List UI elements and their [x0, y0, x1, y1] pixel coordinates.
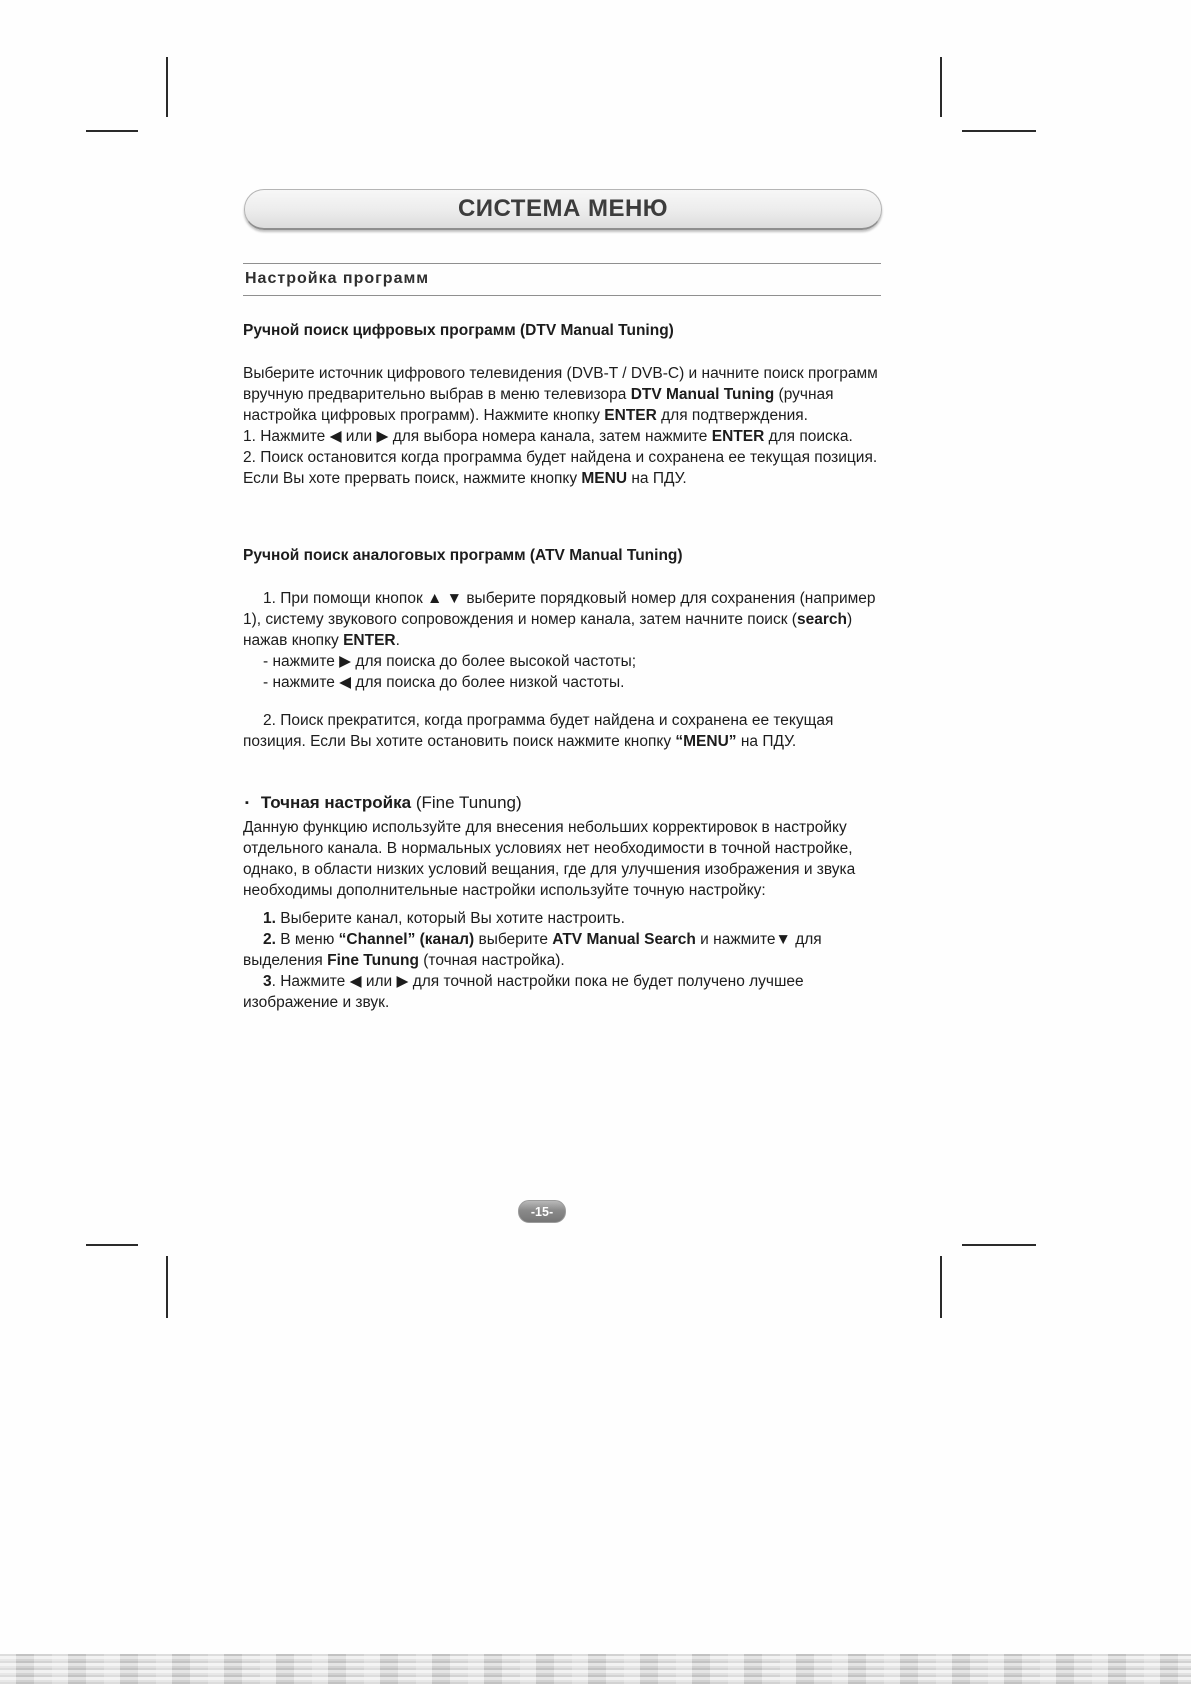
- section-rule-bottom: [243, 295, 881, 296]
- square-bullet-icon: ▪: [245, 797, 249, 809]
- atv-substep-2: - нажмите ◀ для поиска до более низкой частоты.: [263, 674, 625, 691]
- crop-mark-bottom-right-vertical: [940, 1256, 942, 1318]
- bottom-scan-strip: [0, 1654, 1191, 1684]
- fine-step-2: 2. В меню “Channel” (канал) выберите ATV Manual Search и нажмите▼ для выделения Fine Tunung (точная настройка).: [243, 931, 822, 969]
- fine-tuning-paragraph: Данную функцию используйте для внесения небольших корректировок в настройку отдельного канала. В нормальных условиях нет необходимости в точной настройке, однако, в области низких условий вещания, где для улучшения изображения и звука необходимы дополнительные настройки используйте точную настройку:: [243, 819, 856, 899]
- page-number: -15-: [530, 1204, 554, 1219]
- page-number-badge: [518, 1200, 566, 1223]
- atv-step-2: 2. Поиск прекратится, когда программа будет найдена и сохранена ее текущая позиция. Если Вы хотите остановить поиск нажмите кнопку “MENU” на ПДУ.: [243, 712, 834, 750]
- crop-mark-bottom-left-vertical: [166, 1256, 168, 1318]
- dtv-step-2: 2. Поиск остановится когда программа будет найдена и сохранена ее текущая позиция. Если Вы хоте прервать поиск, нажмите кнопку MENU на ПДУ.: [243, 449, 878, 487]
- crop-mark-top-right-horizontal: [962, 130, 1036, 132]
- section-title: Настройка программ: [245, 270, 430, 287]
- page-title: СИСТЕМА МЕНЮ: [457, 195, 669, 222]
- atv-step-1: 1. При помощи кнопок ▲ ▼ выберите порядковый номер для сохранения (например 1), систему звукового сопровождения и номер канала, затем начните поиск (search) нажав кнопку ENTER.: [243, 590, 876, 649]
- atv-heading: Ручной поиск аналоговых программ (ATV Manual Tuning): [243, 547, 683, 564]
- crop-mark-top-right-vertical: [940, 57, 942, 117]
- crop-mark-bottom-left-horizontal: [86, 1244, 138, 1246]
- header-bar: [244, 189, 882, 230]
- atv-substep-1: - нажмите ▶ для поиска до более высокой частоты;: [263, 653, 637, 670]
- dtv-step-1: 1. Нажмите ◀ или ▶ для выбора номера канала, затем нажмите ENTER для поиска.: [243, 428, 853, 445]
- dtv-paragraph: Выберите источник цифрового телевидения (DVB-T / DVB-C) и начните поиск программ вручную предварительно выбрав в меню телевизора DTV Manual Tuning (ручная настройка цифровых программ). Нажмите кнопку ENTER для подтверждения.: [243, 365, 878, 424]
- crop-mark-top-left-horizontal: [86, 130, 138, 132]
- body-content: [243, 320, 883, 1013]
- crop-mark-bottom-right-horizontal: [962, 1244, 1036, 1246]
- fine-step-1: 1. Выберите канал, который Вы хотите настроить.: [263, 910, 625, 927]
- fine-step-3: 3. Нажмите ◀ или ▶ для точной настройки пока не будет получено лучшее изображение и звук.: [243, 973, 804, 1011]
- fine-tuning-heading: [243, 792, 883, 814]
- crop-mark-top-left-vertical: [166, 57, 168, 117]
- fine-tuning-heading-text: Точная настройка (Fine Tunung): [260, 793, 522, 812]
- dtv-heading: Ручной поиск цифровых программ (DTV Manual Tuning): [243, 322, 674, 339]
- section-header: [243, 263, 881, 296]
